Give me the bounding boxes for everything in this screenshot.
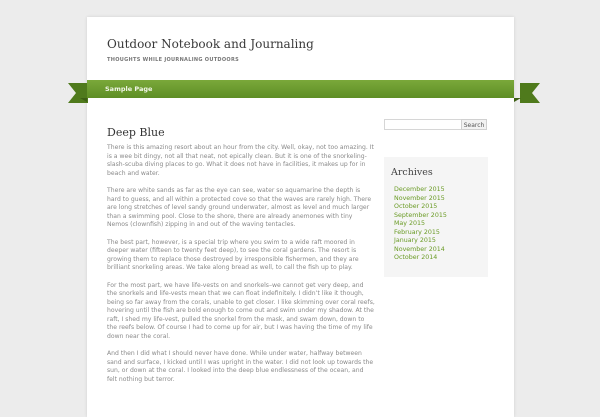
archives-list — [394, 186, 447, 263]
archives-title: Archives — [391, 167, 433, 178]
ribbon-fold-right — [514, 98, 521, 102]
page-container — [87, 17, 514, 417]
site-title[interactable]: Outdoor Notebook and Journaling — [107, 37, 314, 51]
post-paragraph: For the most part, we have life-vests on and snorkels–we cannot get very deep, and the snorkels and life-vests mean that we can float indefinitely. I didn’t like it though, being so far away from the corals, unable to get closer. I like skimming over coral reefs, hovering until the fish are bold enough to come out and swim under my shadow. At the raft, I shed my life-vest, pulled the snorkel from the mask, and swam down, down to the reefs below. Of course I had to come up for air, but I was having the time of my life down near the coral. — [107, 281, 375, 341]
archive-link[interactable]: October 2014 — [394, 254, 438, 261]
post-content — [107, 144, 375, 393]
archive-link[interactable]: May 2015 — [394, 220, 426, 227]
search-input[interactable] — [384, 119, 466, 130]
archives-widget — [384, 157, 488, 277]
archive-link[interactable]: February 2015 — [394, 228, 440, 236]
site-description: THOUGHTS WHILE JOURNALING OUTDOORS — [107, 57, 240, 63]
archive-link[interactable]: November 2015 — [394, 194, 445, 202]
post-paragraph: There are white sands as far as the eye can see, water so aquamarine the depth is hard to guess, and all within a protected cove so that the waves are rarely high. There are long stretches of level sandy ground underwater, almost as level and much larger than a swimming pool. Close to the shore, there are already anemones with tiny Nemos (clownfish) zipping in and out of the waving tentacles. — [107, 186, 372, 229]
post-paragraph: The best part, however, is a special trip where you swim to a wide raft moored in deeper water (fifteen to twenty feet deep), to see the coral gardens. The resort is growing them to replace those destroyed by irresponsible fishermen, and they are brilliant snorkeling areas. We take along bread as well, to call the fish up to play. — [107, 238, 359, 272]
archive-link[interactable]: December 2015 — [394, 186, 445, 193]
ribbon-fold-left — [80, 98, 87, 102]
post-title[interactable]: Deep Blue — [107, 126, 165, 139]
archive-link[interactable]: September 2015 — [394, 211, 447, 219]
ribbon-tail-right — [520, 83, 540, 103]
post-paragraph: And then I did what I should never have done. While under water, halfway between sand and surface, I kicked until I was upright in the water. I did not look up towards the sun, or down at the coral. I looked into the deep blue endlessness of the ocean, and felt nothing but terror. — [107, 350, 374, 384]
nav-item-sample-page[interactable]: Sample Page — [105, 85, 153, 93]
archive-link[interactable]: November 2014 — [394, 245, 445, 253]
archive-link[interactable]: January 2015 — [394, 237, 436, 244]
search-button[interactable]: Search — [461, 119, 487, 130]
archive-link[interactable]: October 2015 — [394, 203, 438, 210]
post-paragraph: There is this amazing resort about an hour from the city. Well, okay, not too amazing. It is a wee bit dingy, not all that neat, not epically clean. But it is one of the snorkeling-slash-scuba diving places to go. What it does not have in facilities, it makes up for in beach and water. — [107, 144, 374, 177]
